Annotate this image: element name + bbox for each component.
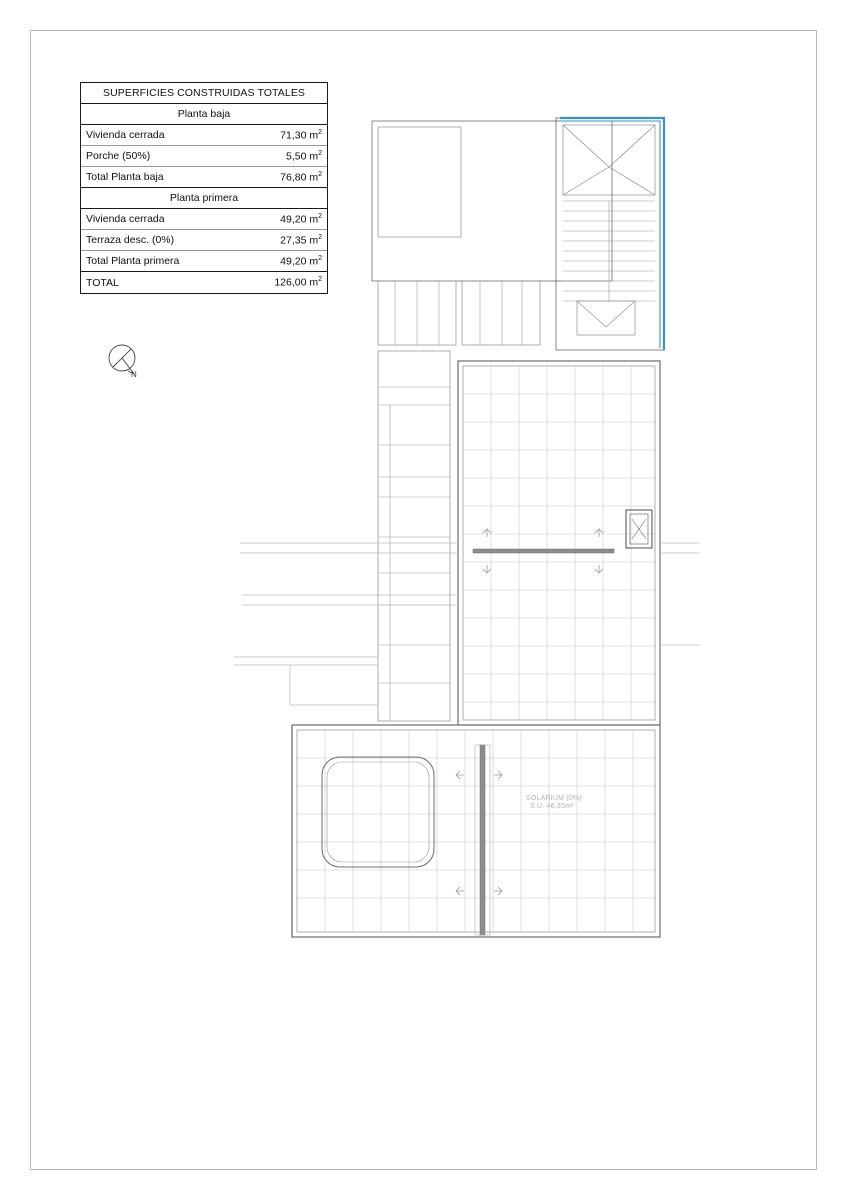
- section-label: Planta primera: [169, 192, 239, 204]
- section-label: Planta baja: [177, 108, 231, 120]
- north-arrow: [104, 340, 148, 384]
- table-title-row: [81, 83, 327, 104]
- table-title: SUPERFICIES CONSTRUIDAS TOTALES: [102, 87, 306, 99]
- solarium-annotation: [526, 795, 582, 811]
- roof-plan-drawing: [230, 105, 700, 965]
- north-arrow-label: N: [131, 370, 137, 379]
- row-value: 27,35 $m^2$: [280, 233, 322, 247]
- solarium-annotation-line2: S.U. 46,35m²: [530, 803, 574, 810]
- row-label: Vivienda cerrada: [86, 129, 165, 141]
- row-value: 5,50 $m^2$: [285, 149, 322, 163]
- row-value: 49,20 $m^2$: [280, 212, 322, 226]
- row-value: 126,00 $m^2$: [274, 276, 322, 289]
- row-label: Total Planta primera: [86, 255, 180, 267]
- row-label: Total Planta baja: [86, 171, 164, 183]
- row-label: Terraza desc. (0%): [86, 234, 175, 246]
- solarium-annotation-line1: SOLARIUM (0%): [526, 795, 582, 802]
- row-label: Porche (50%): [86, 150, 151, 162]
- row-value: 76,80 $m^2$: [280, 170, 322, 184]
- row-label: TOTAL: [86, 276, 119, 289]
- row-value: 71,30 $m^2$: [280, 128, 322, 142]
- row-value: 49,20 $m^2$: [280, 254, 322, 268]
- row-label: Vivienda cerrada: [86, 213, 165, 225]
